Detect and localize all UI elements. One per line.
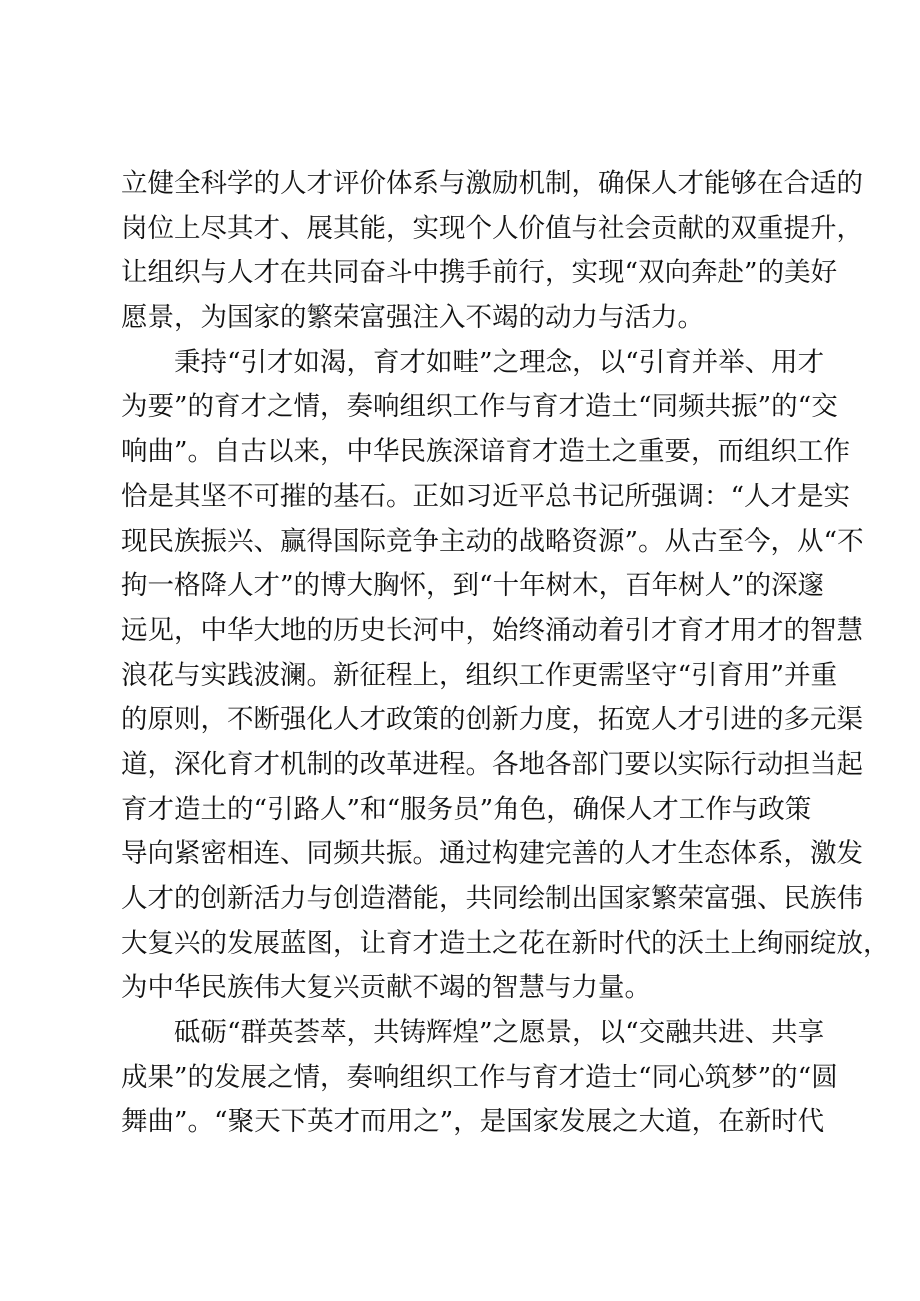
paragraph-line: 远见，中华大地的历史长河中，始终涌动着引才育才用才的智慧 (121, 614, 863, 646)
paragraph-line: 现民族振兴、赢得国际竞争主动的战略资源”。从古至今，从“不 (121, 525, 864, 557)
paragraph-line: 立健全科学的人才评价体系与激励机制，确保人才能够在合适的 (121, 168, 863, 199)
paragraph-line: 秉持“引才如渴，育才如畦”之理念，以“引育并举、用才 (174, 346, 825, 378)
paragraph-line: 人才的创新活力与创造潜能，共同绘制出国家繁荣富强、民族伟 (121, 883, 863, 914)
paragraph-line: 恰是其坚不可摧的基石。正如习近平总书记所强调：“人才是实 (121, 480, 851, 512)
paragraph (121, 162, 863, 341)
document-body (121, 162, 890, 1145)
paragraph (121, 341, 890, 1011)
paragraph-line: 为要”的育才之情，奏响组织工作与育才造土“同频共振”的“交 (121, 391, 838, 423)
paragraph-line: 的原则，不断强化人才政策的创新力度，拓宽人才引进的多元渠 (121, 704, 863, 736)
paragraph-line: 为中华民族伟大复兴贡献不竭的智慧与力量。 (121, 972, 651, 1004)
paragraph-line: 成果”的发展之情，奏响组织工作与育才造士“同心筑梦”的“圆 (121, 1061, 838, 1093)
paragraph-line: 让组织与人才在共同奋斗中携手前行，实现“双向奔赴”的美好 (121, 257, 838, 289)
paragraph-line: 导向紧密相连、同频共振。通过构建完善的人才生态体系，激发 (121, 838, 863, 870)
paragraph-line: 砥砺“群英荟萃，共铸辉煌”之愿景，以“交融共进、共享 (174, 1017, 825, 1049)
paragraph-line: 岗位上尽其才、展其能，实现个人价值与社会贡献的双重提升， (121, 212, 863, 244)
paragraph-line: 道，深化育才机制的改革进程。各地各部门要以实际行动担当起 (121, 748, 863, 780)
paragraph-line: 育才造土的“引路人”和“服务员”角色，确保人才工作与政策 (121, 793, 812, 825)
paragraph-line: 拘一格降人才”的博大胸怀，到“十年树木，百年树人”的深邃 (121, 570, 825, 602)
paragraph-line: 大复兴的发展蓝图，让育才造土之花在新时代的沃土上绚丽绽放， (121, 927, 890, 959)
paragraph-line: 浪花与实践波澜。新征程上，组织工作更需坚守“引育用”并重 (121, 659, 838, 691)
paragraph-line: 响曲”。自古以来，中华民族深谙育才造土之重要，而组织工作 (121, 436, 851, 468)
paragraph-line: 愿景，为国家的繁荣富强注入不竭的动力与活力。 (121, 302, 704, 334)
paragraph-line: 舞曲”。“聚天下英才而用之”，是国家发展之大道，在新时代 (121, 1106, 825, 1138)
paragraph (121, 1011, 838, 1145)
